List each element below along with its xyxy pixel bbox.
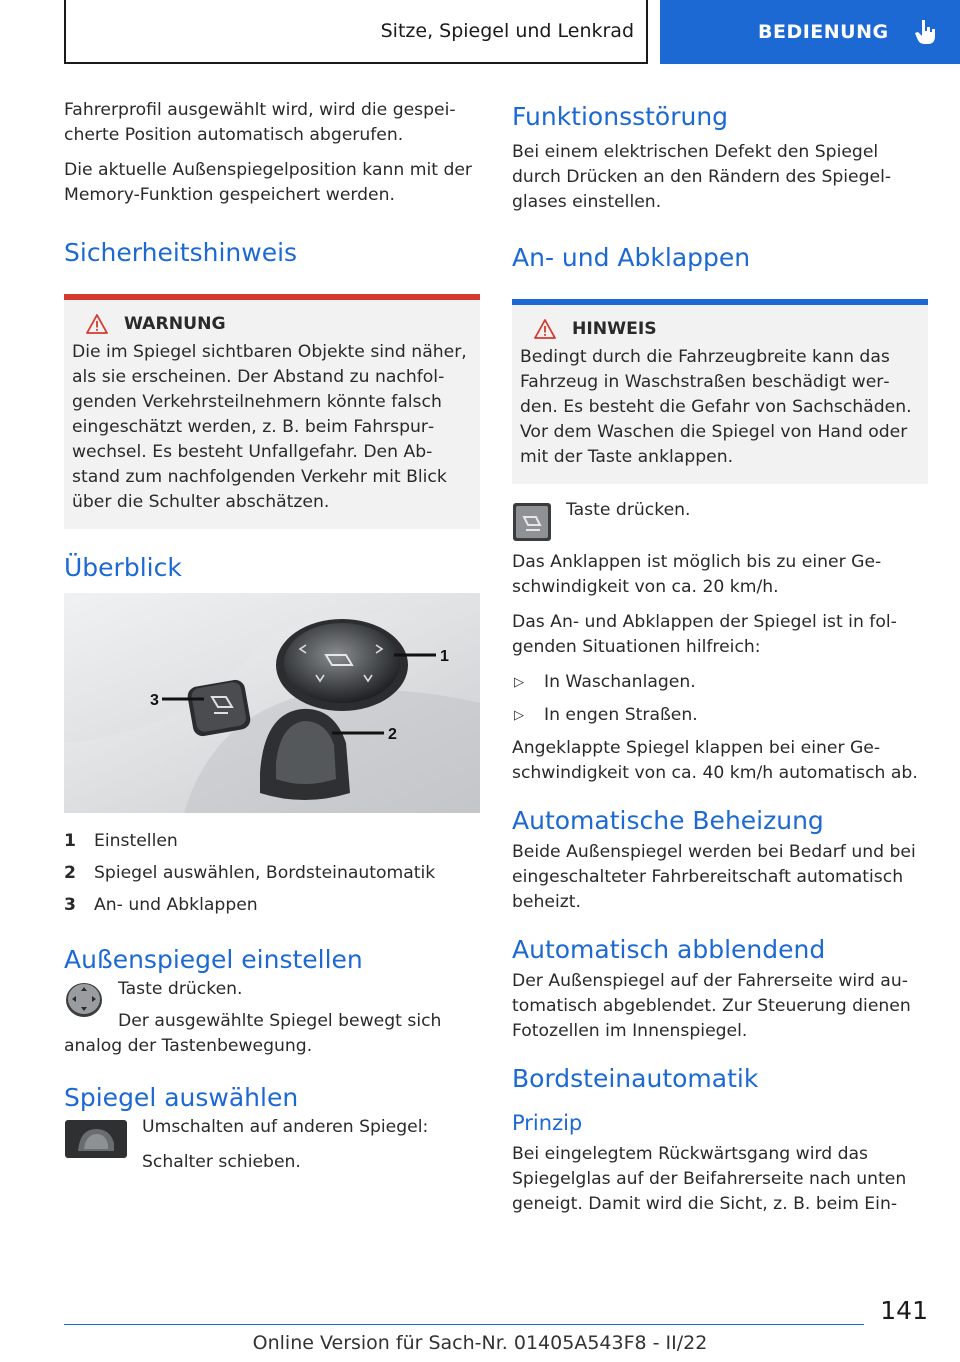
principle-text: Bei eingelegtem Rückwärtsgang wird das Spiegelglas auf der Beifahrerseite nach unten geneigt. Damit wird die Sicht, z. B. beim Ein- <box>512 1144 907 1214</box>
list-item: ▷ In engen Straßen. <box>512 703 928 728</box>
page-number: 141 <box>880 1296 928 1325</box>
left-column <box>64 98 480 1185</box>
callout-2: 2 <box>388 726 397 743</box>
mirror-select-switch-icon <box>64 1119 128 1159</box>
right-column <box>512 98 928 1227</box>
warning-triangle-icon <box>534 319 556 339</box>
dimming-text: Der Außenspiegel auf der Fahrerseite wird automatisch abgeblendet. Zur Steuerung dienen Fotozellen im Innenspiegel. <box>512 971 911 1041</box>
footer-divider <box>64 1324 864 1325</box>
heading-adjust-mirror: Außenspiegel einstellen <box>64 945 363 974</box>
select-step-2: Schalter schieben. <box>142 1152 301 1172</box>
warning-triangle-icon <box>86 314 108 334</box>
heading-safety: Sicherheitshinweis <box>64 238 298 267</box>
adjust-step-2: Der ausgewählte Spiegel bewegt sich analog der Tastenbewegung. <box>64 1011 442 1056</box>
fold-step: Taste drücken. <box>566 500 691 520</box>
mirror-control-illustration <box>64 593 480 813</box>
fold-text-1: Das Anklappen ist möglich bis zu einer Geschwindigkeit von ca. 20 km/h. <box>512 552 882 597</box>
warning-title: WARNUNG <box>72 314 472 334</box>
triangle-bullet-icon: ▷ <box>514 675 524 690</box>
warning-text: Die im Spiegel sichtbaren Objekte sind näher, als sie erscheinen. Der Abstand zu nachfolgenden Verkehrsteilnehmern könnte falsch eingeschätzt werden, z. B. beim Fahrspurwechsel. Es besteht Unfallgefahr. Den Abstand zum nachfolgenden Verkehr mit Blick über die Schulter abschätzen. <box>72 342 467 512</box>
fold-instruction <box>512 502 928 542</box>
fold-text-3: Angeklappte Spiegel klappen bei einer Geschwindigkeit von ca. 40 km/h automatisch ab. <box>512 738 918 783</box>
legend-item: 2 Spiegel auswählen, Bordsteinautomatik <box>64 863 436 883</box>
heading-heating: Automatische Beheizung <box>512 806 824 835</box>
list-item: ▷ In Waschanlagen. <box>512 670 928 695</box>
footer-version-text: Online Version für Sach-Nr. 01405A543F8 - II/22 <box>252 1332 708 1354</box>
heading-principle: Prinzip <box>512 1111 583 1135</box>
intro-paragraph-2: Die aktuelle Außenspiegelposition kann mit der Memory-Funktion gespeichert werden. <box>64 160 472 205</box>
callout-1: 1 <box>440 648 449 665</box>
adjust-step-1: Taste drücken. <box>118 979 243 999</box>
heading-select-mirror: Spiegel auswählen <box>64 1083 299 1112</box>
mirror-fold-button-icon <box>512 502 552 542</box>
select-instruction <box>64 1119 480 1185</box>
overview-legend <box>64 825 480 921</box>
heating-text: Beide Außenspiegel werden bei Bedarf und bei eingeschalteter Fahrbereitschaft automatisch beheizt. <box>512 842 916 912</box>
header-section-title: Sitze, Spiegel und Lenkrad <box>380 20 634 42</box>
heading-dimming: Automatisch abblendend <box>512 935 826 964</box>
note-title: HINWEIS <box>520 319 920 339</box>
warning-box <box>64 294 480 529</box>
note-text: Bedingt durch die Fahrzeugbreite kann das Fahrzeug in Waschstraßen beschädigt werden. Es besteht die Gefahr von Sachschäden. Vor dem Waschen die Spiegel von Hand oder mit der Taste anklappen. <box>520 347 912 467</box>
heading-fold: An- und Abklappen <box>512 243 751 272</box>
select-step-1: Umschalten auf anderen Spiegel: <box>142 1117 429 1137</box>
malfunction-text: Bei einem elektrischen Defekt den Spiegel durch Drücken an den Rändern des Spiegelglases einstellen. <box>512 142 892 212</box>
legend-item: 1 Einstellen <box>64 831 178 851</box>
header-chapter-title: BEDIENUNG <box>758 21 889 43</box>
mirror-control-photo <box>64 593 480 813</box>
heading-malfunction: Funktionsstörung <box>512 102 729 131</box>
intro-paragraph-1: Fahrerprofil ausgewählt wird, wird die gespeicherte Position automatisch abgerufen. <box>64 100 456 145</box>
heading-curb-function: Bordsteinautomatik <box>512 1064 759 1093</box>
header-chapter-tab <box>660 0 960 64</box>
fold-text-2: Das An- und Abklappen der Spiegel ist in folgenden Situationen hilfreich: <box>512 612 897 657</box>
note-box <box>512 299 928 484</box>
heading-overview: Überblick <box>64 553 182 582</box>
callout-3: 3 <box>150 692 159 709</box>
header-section-tab <box>64 0 648 64</box>
hand-pointer-icon <box>913 18 939 46</box>
mirror-adjust-button-icon <box>64 979 104 1019</box>
triangle-bullet-icon: ▷ <box>514 708 524 723</box>
legend-item: 3 An- und Abklappen <box>64 895 258 915</box>
